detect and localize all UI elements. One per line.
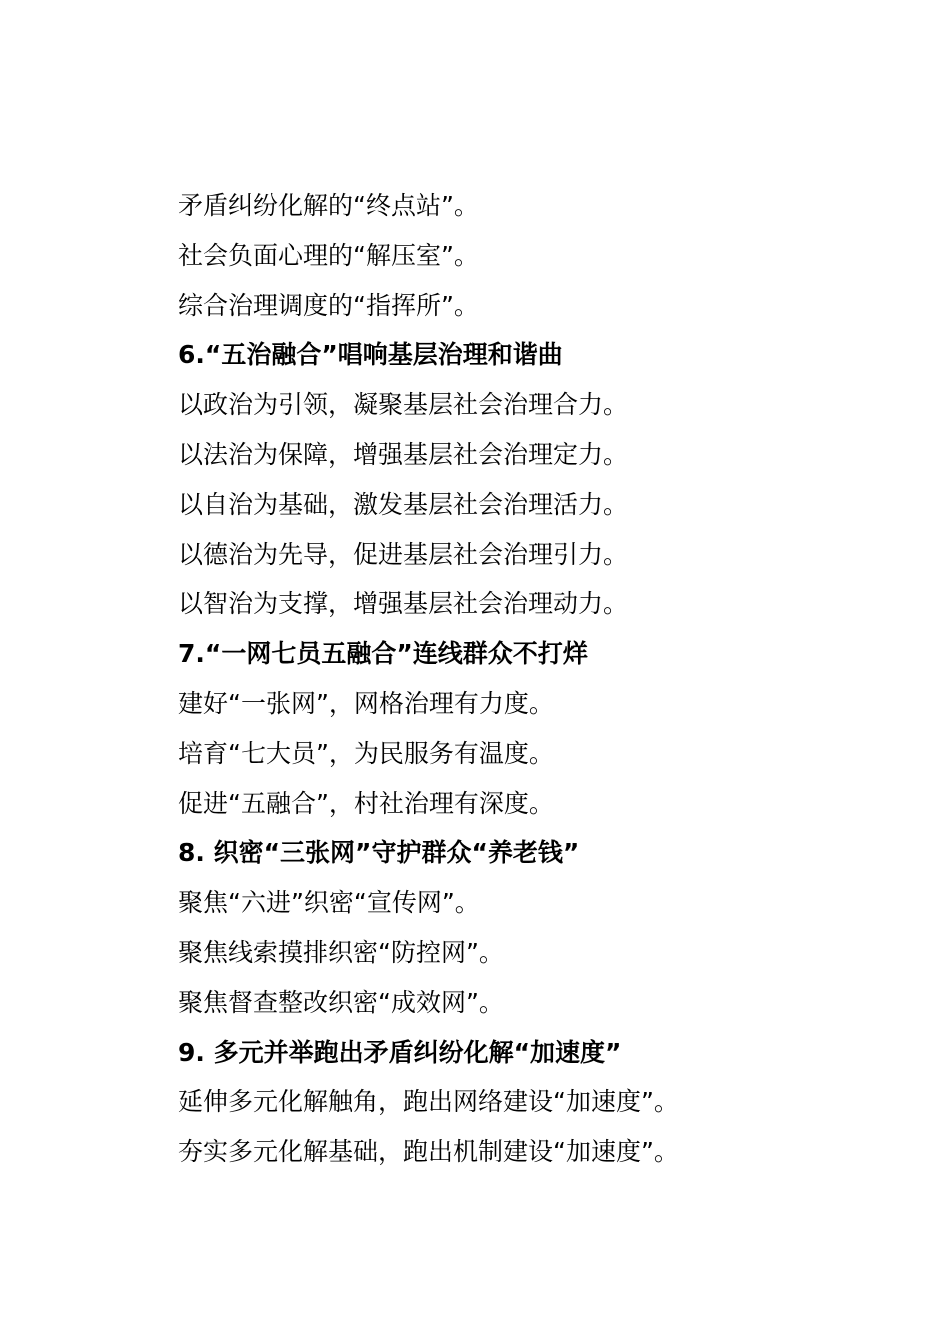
body-line: 矛盾纠纷化解的“终点站”。 bbox=[178, 191, 479, 220]
body-line: 聚焦线索摸排织密“防控网”。 bbox=[178, 937, 504, 967]
body-line: 培育“七大员”，为民服务有温度。 bbox=[178, 738, 554, 768]
body-line: 促进“五融合”，村社治理有深度。 bbox=[178, 788, 554, 818]
body-line: 以自治为基础，激发基层社会治理活力。 bbox=[178, 489, 629, 519]
body-line: 聚焦“六进”织密“宣传网”。 bbox=[178, 888, 480, 918]
section-heading-9: 9. 多元并举跑出矛盾纠纷化解“加速度” bbox=[178, 1037, 622, 1067]
body-line: 以德治为先导，促进基层社会治理引力。 bbox=[178, 539, 629, 569]
body-line: 以智治为支撑，增强基层社会治理动力。 bbox=[178, 589, 629, 619]
body-line: 以政治为引领，凝聚基层社会治理合力。 bbox=[178, 390, 629, 420]
body-line: 以法治为保障，增强基层社会治理定力。 bbox=[178, 439, 629, 469]
section-heading-8: 8. 织密“三张网”守护群众“养老钱” bbox=[178, 838, 580, 868]
body-line: 建好“一张网”，网格治理有力度。 bbox=[178, 688, 554, 718]
body-line: 延伸多元化解触角，跑出网络建设“加速度”。 bbox=[178, 1087, 679, 1117]
section-heading-7: 7.“一网七员五融合”连线群众不打烊 bbox=[178, 639, 588, 669]
body-line: 社会负面心理的“解压室”。 bbox=[178, 240, 479, 270]
body-line: 聚焦督查整改织密“成效网”。 bbox=[178, 987, 504, 1017]
body-line: 综合治理调度的“指挥所”。 bbox=[178, 290, 479, 320]
section-heading-6: 6.“五治融合”唱响基层治理和谐曲 bbox=[178, 340, 563, 370]
body-line: 夯实多元化解基础，跑出机制建设“加速度”。 bbox=[178, 1137, 679, 1167]
document-page bbox=[178, 181, 918, 1177]
